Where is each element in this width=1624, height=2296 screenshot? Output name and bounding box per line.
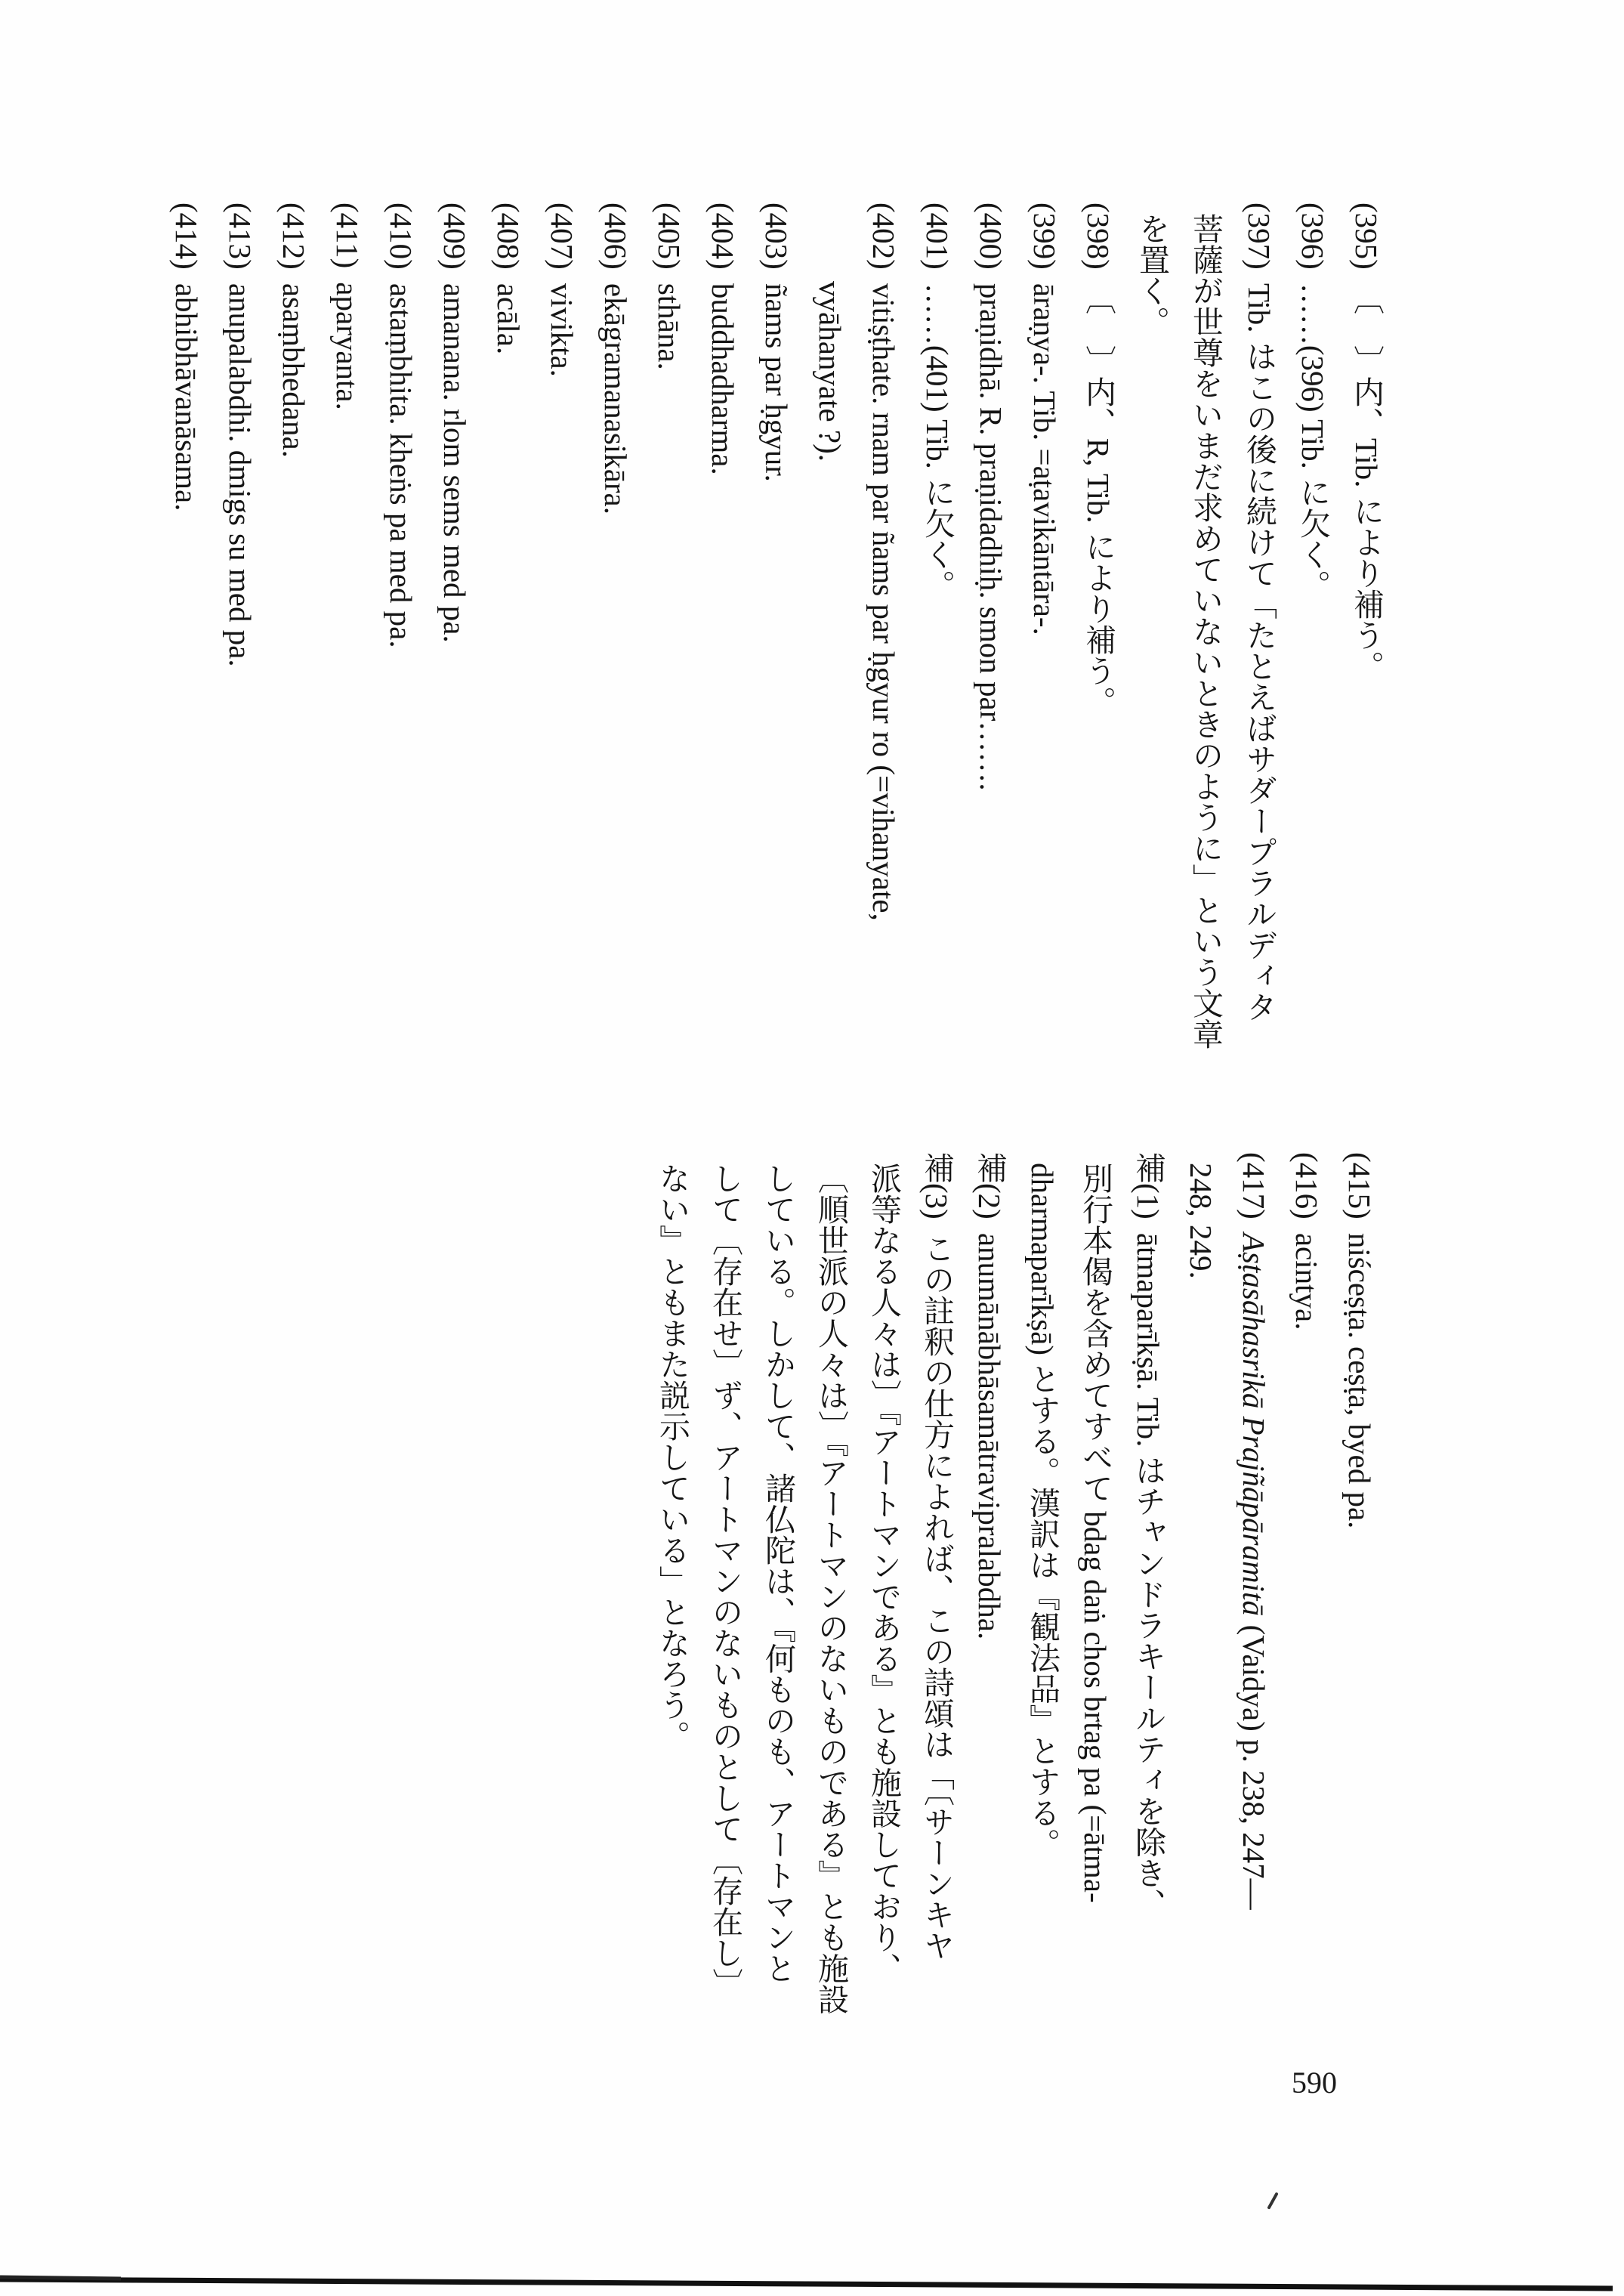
note-text: ātmaparīkṣā. Tib. はチャンドラキールティを除き、 <box>1131 1232 1166 1920</box>
supplement-note-3 <box>646 1152 963 2059</box>
note-line <box>1333 1152 1386 2059</box>
note-411 <box>320 202 374 1139</box>
note-text: praṇidhā. R. praṇidadhiḥ. smon par……. <box>974 283 1008 791</box>
note-text: ……(401) Tib. に欠く。 <box>920 283 955 601</box>
note-text: (Vaidya) p. 238, 247— <box>1237 1624 1271 1910</box>
note-text: aparyanta. <box>330 282 365 410</box>
note-text: Tib. はこの後に続けて「たとえばサダープラルディタ <box>1242 283 1277 1022</box>
note-number: (400) <box>974 202 1008 270</box>
note-text: 〔 〕内、Tib. により補う。 <box>1349 283 1384 681</box>
note-number: (408) <box>491 202 526 270</box>
note-line <box>159 202 213 1139</box>
note-number: (402) <box>866 202 901 270</box>
note-line <box>910 202 964 1139</box>
note-line <box>964 202 1017 1139</box>
note-line <box>267 202 320 1139</box>
note-text: sthāna. <box>652 283 687 370</box>
note-line <box>1069 1152 1122 2059</box>
note-text: 派等なる人々は〕『アートマンである』とも施設しており、 <box>866 1163 901 1984</box>
note-line <box>857 202 910 1139</box>
note-text: を置く。 <box>1135 213 1169 337</box>
note-number: (398) <box>1081 202 1116 270</box>
note-396 <box>1286 202 1339 1139</box>
note-text: acintya. <box>1289 1232 1324 1330</box>
note-line <box>803 202 857 1139</box>
note-text: vitiṣṭhate. rnam par ñams par ḥgyur ro (=vihanyate, <box>866 283 901 921</box>
note-text: 〔順世派の人々は〕『アートマンのないものである』とも施設 <box>814 1163 848 2015</box>
note-number: 補(2) <box>972 1152 1007 1219</box>
note-text: asaṃbhedana. <box>276 283 311 458</box>
work-title: Aṣṭasāhasrikā Prajñāpāramitā <box>1237 1232 1271 1616</box>
note-text: 別行本偈を含めてすべて bdag daṅ chos brtag pa (=ātma- <box>1078 1163 1113 1903</box>
note-text: して〔存在せ〕ず、アートマンのないものとして〔存在し〕 <box>708 1163 743 1999</box>
note-text: vivikta. <box>545 283 579 377</box>
note-text: ……(396) Tib. に欠く。 <box>1295 283 1330 601</box>
note-397 <box>1125 202 1286 1139</box>
note-line <box>481 202 535 1139</box>
note-text: 248, 249. <box>1184 1163 1218 1279</box>
note-number: (416) <box>1289 1152 1324 1219</box>
note-line <box>1178 202 1232 1139</box>
note-number: (397) <box>1242 202 1277 270</box>
note-number: (401) <box>920 202 955 270</box>
note-text: dharmaparīkṣā) とする。漢訳は『観法品』とする。 <box>1025 1163 1060 1859</box>
note-line <box>535 202 588 1139</box>
note-line <box>320 202 374 1139</box>
note-line <box>1286 202 1339 1139</box>
note-line <box>588 202 642 1139</box>
note-line <box>1232 202 1286 1139</box>
note-text: acāla. <box>491 283 526 355</box>
note-line <box>857 1152 910 2059</box>
note-406 <box>588 202 642 1139</box>
note-text: この註釈の仕方によれば、この詩頌は「〔サーンキヤ <box>919 1232 954 1961</box>
note-line <box>696 202 749 1139</box>
note-text: ない』ともまた説示している」となろう。 <box>655 1163 690 1751</box>
note-399 <box>1017 202 1071 1139</box>
note-text: amanana. rlom sems med pa. <box>437 283 472 643</box>
note-line <box>699 1152 752 2059</box>
note-400 <box>964 202 1017 1139</box>
note-line <box>1016 1152 1069 2059</box>
note-number: 補(1) <box>1131 1152 1166 1219</box>
note-text: ñams par ḥgyur. <box>759 283 794 482</box>
note-412 <box>267 202 320 1139</box>
note-410 <box>374 202 428 1139</box>
note-line <box>1017 202 1071 1139</box>
note-number: (395) <box>1349 202 1384 270</box>
note-number: (410) <box>384 202 418 270</box>
note-line <box>428 202 481 1139</box>
note-413 <box>213 202 267 1139</box>
note-number: (411) <box>330 202 365 269</box>
note-414 <box>159 202 213 1139</box>
note-text: vyāhanyate ?). <box>813 281 848 462</box>
note-line <box>1227 1152 1280 2059</box>
note-number: (399) <box>1027 202 1062 270</box>
supplement-note-1 <box>1016 1152 1175 2059</box>
supplement-note-2 <box>963 1152 1016 2059</box>
note-text: abhibhāvanāsama. <box>169 283 204 511</box>
note-number: (403) <box>759 202 794 270</box>
scan-speck <box>1263 2191 1281 2212</box>
note-number: (412) <box>276 202 311 270</box>
note-number: (415) <box>1342 1152 1377 1219</box>
note-402 <box>803 202 910 1139</box>
note-text: anupalabdhi. dmigs su med pa. <box>223 283 258 667</box>
note-text: niśceṣṭa. ceṣṭa, byed pa. <box>1342 1232 1377 1529</box>
note-line <box>1071 202 1125 1139</box>
note-number: (413) <box>223 202 258 270</box>
note-line <box>752 1152 804 2059</box>
note-text: astaṃbhita. kheṅs pa med pa. <box>384 283 418 648</box>
note-line <box>963 1152 1016 2059</box>
note-line <box>646 1152 699 2059</box>
note-398 <box>1071 202 1125 1139</box>
note-408 <box>481 202 535 1139</box>
note-number: 補(3) <box>919 1152 954 1219</box>
note-line <box>1339 202 1393 1139</box>
note-401 <box>910 202 964 1139</box>
note-number: (414) <box>169 202 204 270</box>
lower-notes-block <box>646 1152 1386 2059</box>
note-407 <box>535 202 588 1139</box>
note-415 <box>1333 1152 1386 2059</box>
note-403 <box>749 202 803 1139</box>
note-number: (406) <box>598 202 633 270</box>
note-text: āraṇya-. Tib. =aṭavikāntāra-. <box>1027 283 1062 635</box>
note-text: 〔 〕内、R, Tib. により補う。 <box>1081 283 1116 717</box>
note-405 <box>642 202 696 1139</box>
note-number: (396) <box>1295 202 1330 270</box>
upper-notes-block <box>159 202 1393 1139</box>
note-395 <box>1339 202 1393 1139</box>
note-text: buddhadharma. <box>705 283 740 475</box>
note-line <box>1122 1152 1175 2059</box>
scan-edge-line <box>0 2267 1624 2296</box>
note-number: (417) <box>1237 1152 1271 1219</box>
note-line <box>910 1152 963 2059</box>
note-416 <box>1280 1152 1333 2059</box>
page-number: 590 <box>1292 2066 1337 2100</box>
note-number: (409) <box>437 202 472 270</box>
note-line <box>1280 1152 1333 2059</box>
note-404 <box>696 202 749 1139</box>
note-number: (405) <box>652 202 687 270</box>
note-number: (404) <box>705 202 740 270</box>
note-text: anumānābhāsamātravipralabdha. <box>972 1232 1007 1640</box>
note-line <box>1125 202 1178 1139</box>
note-text: ekāgramanasikāra. <box>598 283 633 515</box>
note-line <box>213 202 267 1139</box>
note-line <box>1175 1152 1227 2059</box>
note-text: 菩薩が世尊をいまだ求めていないときのように」という文章 <box>1188 213 1223 1049</box>
note-417 <box>1175 1152 1280 2059</box>
note-number: (407) <box>545 202 579 270</box>
note-line <box>374 202 428 1139</box>
note-line <box>804 1152 857 2059</box>
note-line <box>642 202 696 1139</box>
note-409 <box>428 202 481 1139</box>
note-text: している。しかして、諸仏陀は、『何ものも、アートマンと <box>761 1163 795 1984</box>
note-line <box>749 202 803 1139</box>
